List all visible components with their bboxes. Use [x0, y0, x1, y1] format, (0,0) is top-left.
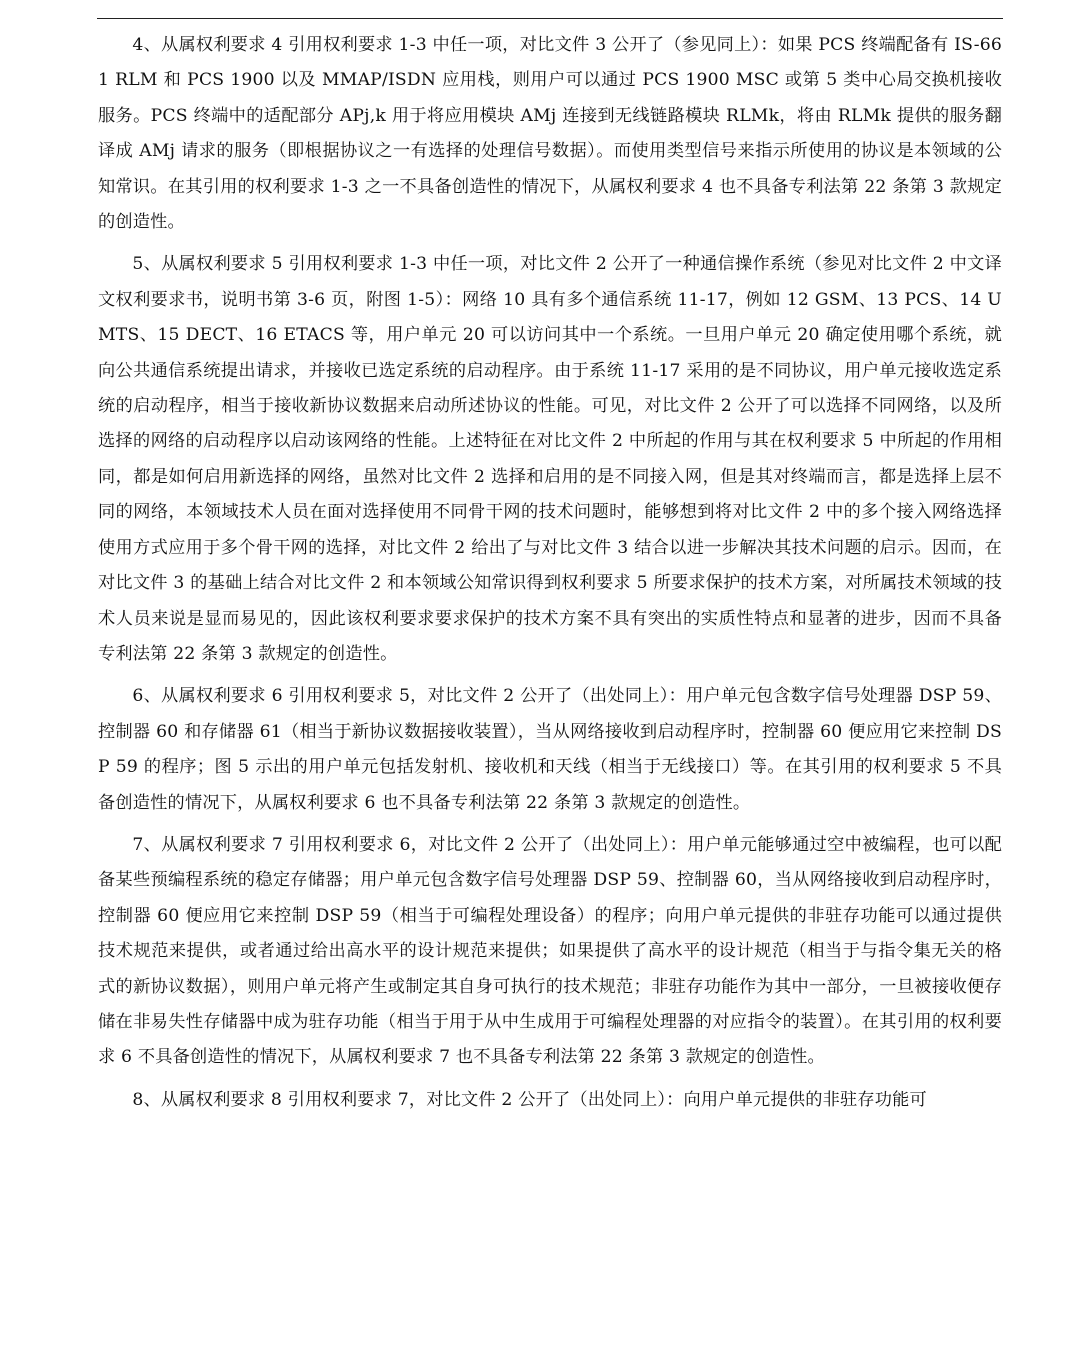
paragraph-claim-6: 6、从属权利要求 6 引用权利要求 5，对比文件 2 公开了（出处同上）：用户单元包含数字信号处理器 DSP 59、控制器 60 和存储器 61（相当于新协议数据接收装置），当从网络接收到启动程序时，控制器 60 便应用它来控制 DSP 59 的程序；图 5 示出的用户单元包括发射机、接收机和天线（相当于无线接口）等。在其引用的权利要求 5 不具备创造性的情况下，从属权利要求 6 也不具备专利法第 22 条第 3 款规定的创造性。	[98, 686, 1002, 813]
paragraph-claim-4: 4、从属权利要求 4 引用权利要求 1-3 中任一项，对比文件 3 公开了（参见同上）：如果 PCS 终端配备有 IS-661 RLM 和 PCS 1900 以及 MMAP/ISDN 应用栈，则用户可以通过 PCS 1900 MSC 或第 5 类中心局交换机接收服务。PCS 终端中的适配部分 APj,k 用于将应用模块 AMj 连接到无线链路模块 RLMk，将由 RLMk 提供的服务翻译成 AMj 请求的服务（即根据协议之一有选择的处理信号数据）。而使用类型信号来指示所使用的协议是本领域的公知常识。在其引用的权利要求 1-3 之一不具备创造性的情况下，从属权利要求 4 也不具备专利法第 22 条第 3 款规定的创造性。	[98, 35, 1002, 233]
paragraph-claim-7: 7、从属权利要求 7 引用权利要求 6，对比文件 2 公开了（出处同上）：用户单元能够通过空中被编程，也可以配备某些预编程系统的稳定存储器；用户单元包含数字信号处理器 DSP 59、控制器 60，当从网络接收到启动程序时，控制器 60 便应用它来控制 DSP 59（相当于可编程处理设备）的程序；向用户单元提供的非驻存功能可以通过提供技术规范来提供，或者通过给出高水平的设计规范来提供；如果提供了高水平的设计规范（相当于与指令集无关的格式的新协议数据），则用户单元将产生或制定其自身可执行的技术规范；非驻存功能作为其中一部分，一旦被接收便存储在非易失性存储器中成为驻存功能（相当于用于从中生成用于可编程处理器的对应指令的装置）。在其引用的权利要求 6 不具备创造性的情况下，从属权利要求 7 也不具备专利法第 22 条第 3 款规定的创造性。	[98, 834, 1002, 1068]
paragraph-claim-8: 8、从属权利要求 8 引用权利要求 7，对比文件 2 公开了（出处同上）：向用户单元提供的非驻存功能可	[132, 1089, 927, 1110]
document-body	[98, 28, 1002, 1125]
header-rule	[97, 18, 1003, 19]
paragraph-claim-5: 5、从属权利要求 5 引用权利要求 1-3 中任一项，对比文件 2 公开了一种通信操作系统（参见对比文件 2 中文译文权利要求书，说明书第 3-6 页，附图 1-5）：网络 10 具有多个通信系统 11-17，例如 12 GSM、13 PCS、14 UMTS、15 DECT、16 ETACS 等，用户单元 20 可以访问其中一个系统。一旦用户单元 20 确定使用哪个系统，就向公共通信系统提出请求，并接收已选定系统的启动程序。由于系统 11-17 采用的是不同协议，用户单元接收选定系统的启动程序，相当于接收新协议数据来启动所述协议的性能。可见，对比文件 2 公开了可以选择不同网络，以及所选择的网络的启动程序以启动该网络的性能。上述特征在对比文件 2 中所起的作用与其在权利要求 5 中所起的作用相同，都是如何启用新选择的网络，虽然对比文件 2 选择和启用的是不同接入网，但是其对终端而言，都是选择上层不同的网络，本领域技术人员在面对选择使用不同骨干网的技术问题时，能够想到将对比文件 2 中的多个接入网络选择使用方式应用于多个骨干网的选择，对比文件 2 给出了与对比文件 3 结合以进一步解决其技术问题的启示。因而，在对比文件 3 的基础上结合对比文件 2 和本领域公知常识得到权利要求 5 所要求保护的技术方案，对所属技术领域的技术人员来说是显而易见的，因此该权利要求要求保护的技术方案不具有突出的实质性特点和显著的进步，因而不具备专利法第 22 条第 3 款规定的创造性。	[98, 254, 1002, 664]
